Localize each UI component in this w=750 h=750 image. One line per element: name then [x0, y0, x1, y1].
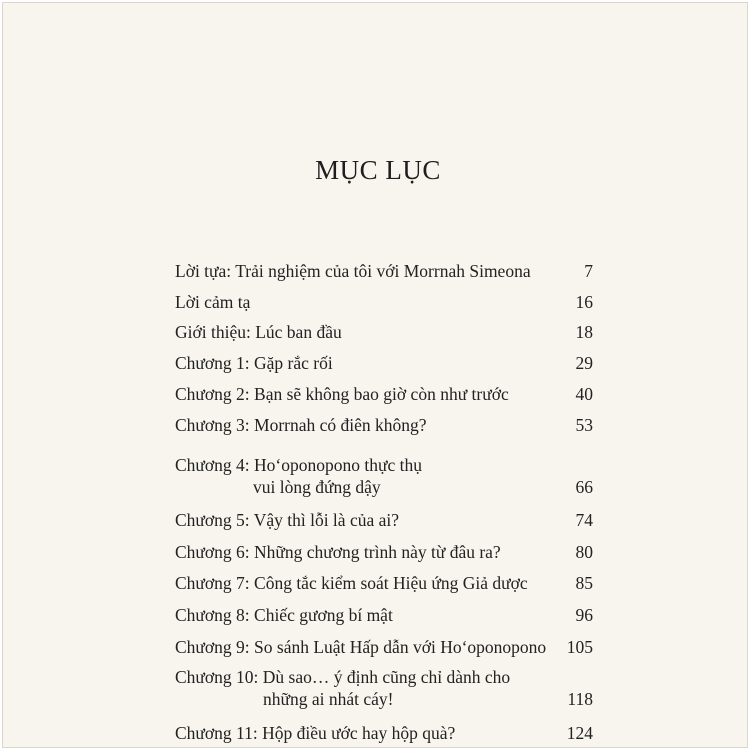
entry-title: Giới thiệu: Lúc ban đầu — [175, 322, 342, 342]
toc-entry — [175, 352, 593, 374]
entry-page: 80 — [575, 542, 593, 562]
entry-page: 40 — [575, 384, 593, 404]
entry-title: Chương 3: Morrnah có điên không? — [175, 415, 427, 435]
entry-title: Lời tựa: Trải nghiệm của tôi với Morrnah Simeona — [175, 261, 531, 281]
toc-entry — [175, 260, 593, 282]
entry-title: Chương 6: Những chương trình này từ đâu ra? — [175, 542, 501, 562]
entry-title: Chương 5: Vậy thì lỗi là của ai? — [175, 510, 399, 530]
toc-entry — [175, 509, 593, 531]
entry-page: 96 — [575, 605, 593, 625]
entry-title: Chương 7: Công tắc kiểm soát Hiệu ứng Giả dược — [175, 573, 528, 593]
toc-entry — [175, 604, 593, 626]
entry-title: Chương 8: Chiếc gương bí mật — [175, 605, 393, 625]
entry-page: 16 — [575, 292, 593, 312]
entry-title: Chương 10: Dù sao… ý định cũng chỉ dành cho — [175, 667, 511, 687]
entry-page: 53 — [575, 415, 593, 435]
entry-page: 18 — [575, 322, 593, 342]
entry-title: Lời cảm tạ — [175, 292, 251, 312]
toc-entry — [175, 291, 593, 313]
toc-entry — [175, 383, 593, 405]
entry-title: Chương 11: Hộp điều ước hay hộp quà? — [175, 723, 456, 743]
entry-page: 118 — [567, 689, 593, 709]
entry-page: 66 — [575, 477, 593, 497]
toc-entry — [175, 572, 593, 594]
entry-page: 85 — [575, 573, 593, 593]
book-page — [2, 2, 748, 748]
entry-title-continued: những ai nhát cáy! — [263, 689, 394, 709]
toc-entry — [175, 666, 593, 710]
entry-title: Chương 1: Gặp rắc rối — [175, 353, 333, 373]
entry-title: Chương 4: Hoʻoponopono thực thụ — [175, 455, 422, 475]
toc-entry — [175, 414, 593, 436]
page-title: MỤC LỤC — [315, 155, 441, 185]
toc-entry — [175, 722, 593, 744]
entry-title-continued: vui lòng đứng dậy — [253, 477, 381, 497]
toc-entry — [175, 541, 593, 563]
entry-page: 7 — [584, 261, 593, 281]
toc-entry — [175, 454, 593, 498]
entry-page: 124 — [566, 723, 593, 743]
entry-page: 29 — [575, 353, 593, 373]
entry-page: 74 — [575, 510, 593, 530]
entry-page: 105 — [566, 637, 593, 657]
entry-title: Chương 2: Bạn sẽ không bao giờ còn như trước — [175, 384, 509, 404]
toc-entry — [175, 636, 593, 658]
toc-entry — [175, 321, 593, 343]
entry-title: Chương 9: So sánh Luật Hấp dẫn với Hoʻoponopono — [175, 637, 547, 657]
